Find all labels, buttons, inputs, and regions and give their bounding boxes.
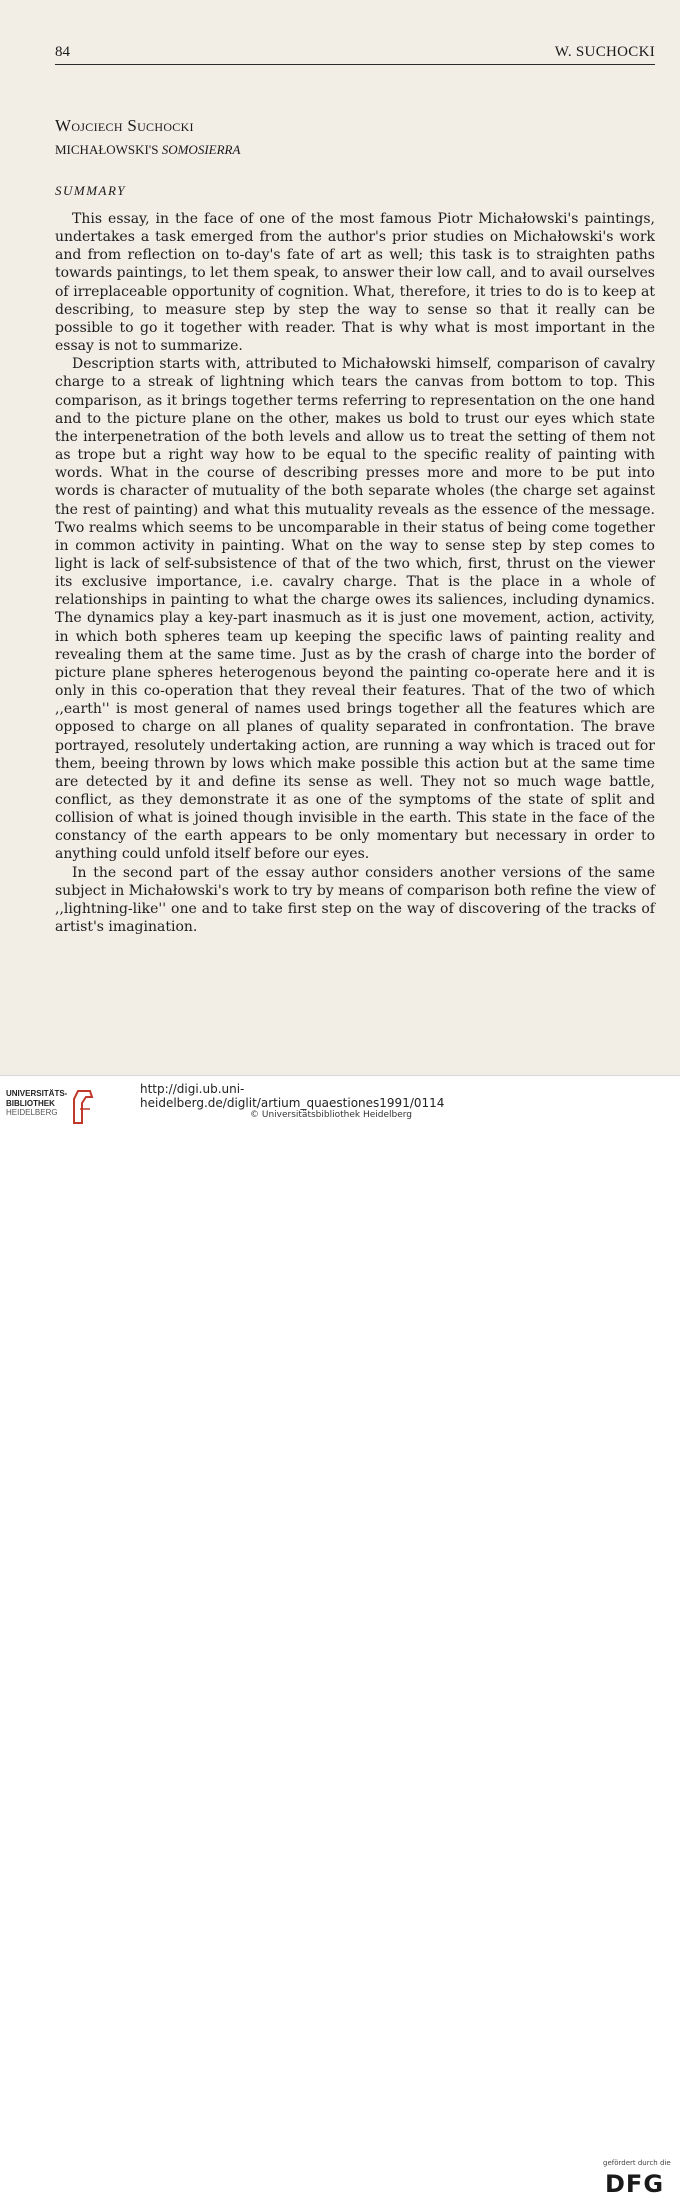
scanned-page — [0, 0, 680, 1075]
title-prefix: MICHAŁOWSKI'S — [55, 142, 162, 157]
library-line-3: HEIDELBERG — [6, 1108, 58, 1117]
funder-label: gefördert durch die — [603, 2159, 671, 2167]
permalink-url[interactable]: http://digi.ub.uni-heidelberg.de/diglit/artium_quaestiones1991/0114 — [140, 1082, 445, 1110]
copyright-notice: © Universitätsbibliothek Heidelberg — [250, 1110, 413, 1120]
paragraph: Description starts with, attributed to Michałowski himself, comparison of cavalry charge to a streak of lightning which tears the canvas from bottom to top. This comparison, as it brings together terms referring to representation on the one hand and to the picture plane on the other, makes us bold to trust our eyes which state the interpenetration of the both levels and allow us to treat the setting of them not as trope but a right way how to be equal to the specific reality of painting with words. What in the course of describing presses more and more to be put into words is character of mutuality of the both separate wholes (the charge set against the rest of painting) and what this mutuality reveals as the essence of the message. Two realms which seems to be uncomparable in their status of being come together in common activity in painting. What on the way to sense step by step comes to light is lack of self-subsistence of that of the two which, first, thrust on the viewer its exclusive importance, i.e. cavalry charge. That is the place in a whole of relationships in painting to what the charge owes its saliences, including dynamics. The dynamics play a key-part inasmuch as it is just one movement, action, activity, in which both spheres team up keeping the specific laws of painting reality and revealing them at the same time. Just as by the crash of charge into the border of picture plane spheres heterogenous beyond the painting co-operate here and it is only in this co-operation that they reveal their features. That of the two of which ,,earth'' is most general of names used brings together all the features which are opposed to charge on all planes of quality separated in confrontation. The brave portrayed, resolutely undertaking action, are running a way which is traced out for them, beeing thrown by lows which make possible this action but at the same time are detected by it and define its sense as well. They not so much wage battle, conflict, as they demonstrate it as one of the symptoms of the state of split and collision of what is joined though invisible in the earth. This state in the face of the constancy of the earth appears to be only momentary but necessary in order to anything could unfold itself before our eyes. — [55, 356, 655, 863]
title-italic: SOMOSIERRA — [161, 142, 241, 157]
running-head: W. SUCHOCKI — [554, 44, 655, 60]
library-emblem-icon — [70, 1089, 96, 1125]
article-author: Wojciech Suchocki — [55, 116, 194, 135]
funder-name: DFG — [605, 2170, 665, 2198]
library-name — [6, 1089, 67, 1118]
article-title — [55, 142, 240, 158]
funder-logo[interactable] — [603, 2159, 673, 2199]
library-line-2: BIBLIOTHEK — [6, 1098, 55, 1108]
summary-body — [55, 210, 655, 936]
paragraph: In the second part of the essay author considers another versions of the same subject in Michałowski's work to try by means of comparison both refine the view of ,,lightning-like'' one and to take first step on the way of discovering of the tracks of artist's imagination. — [55, 864, 655, 936]
library-logo[interactable] — [6, 1089, 96, 1125]
library-line-1: UNIVERSITÄTS- — [6, 1089, 68, 1098]
paragraph: This essay, in the face of one of the most famous Piotr Michałowski's paintings, undertakes a task emerged from the author's prior studies on Michałowski's work and from reflection on to-day's fate of art as well; this task is to straighten paths towards paintings, to let them speak, to answer their low call, and to avail ourselves of irreplaceable opportunity of cognition. What, therefore, it tries to do is to keep at describing, to measure step by step the way to sense so that it really can be possible to go it together with reader. That is why what is most important in the essay is not to summarize. — [55, 211, 655, 355]
summary-heading: SUMMARY — [55, 183, 126, 198]
page-number: 84 — [55, 44, 70, 60]
running-header — [55, 44, 655, 65]
